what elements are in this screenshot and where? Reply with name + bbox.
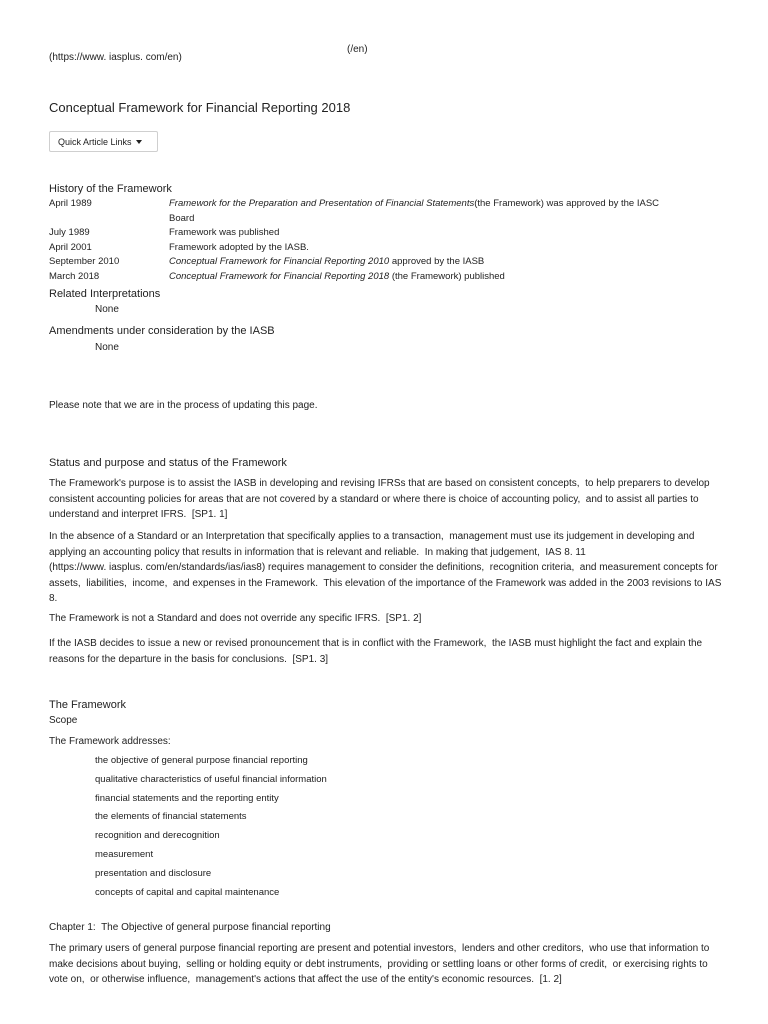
history-row-continuation [49, 212, 729, 227]
framework-topics-list [95, 754, 327, 904]
update-notice: Please note that we are in the process of updating this page. [49, 400, 318, 411]
history-row [49, 241, 729, 256]
chapter1-paragraph-1: The primary users of general purpose financial reporting are present and potential investors, lenders and other creditors, who use that information to make decisions about buying, selling or holding equity or debt instruments, providing or settling loans or other forms of credit, or exercising rights to vote on, or otherwise influence, management's actions that affect the use of the entity's economic resources. [1. 2] [49, 943, 710, 985]
history-event-title: Conceptual Framework for Financial Reporting 2018 [169, 270, 390, 282]
history-heading: History of the Framework [49, 183, 172, 195]
list-item: the elements of financial statements [95, 811, 247, 823]
history-date: March 2018 [49, 270, 100, 282]
history-event-text: Framework adopted by the IASB. [169, 241, 309, 253]
history-event-text: approved by the IASB [389, 256, 485, 267]
lang-link[interactable]: (/en) [347, 44, 368, 55]
history-event-text: (the Framework) was approved by the IASC [474, 198, 660, 209]
quick-article-links-button[interactable] [49, 131, 158, 152]
history-event-text: (the Framework) published [389, 270, 505, 282]
quick-article-links-label: Quick Article Links [58, 136, 132, 147]
history-event-title: Framework for the Preparation and Presentation of Financial Statements [169, 198, 475, 209]
list-item: the objective of general purpose financial reporting [95, 755, 308, 766]
list-item: concepts of capital and capital maintenance [95, 886, 280, 898]
history-date: April 2001 [49, 241, 92, 253]
list-item: presentation and disclosure [95, 867, 212, 879]
history-table [49, 197, 729, 284]
status-paragraph-3: The Framework is not a Standard and does not override any specific IFRS. [SP1. 2] [49, 613, 422, 624]
amendments-heading: Amendments under consideration by the IASB [49, 325, 275, 337]
list-item: measurement [95, 848, 154, 860]
framework-addresses: The Framework addresses: [49, 736, 171, 747]
list-item: financial statements and the reporting entity [95, 792, 279, 804]
history-date: April 1989 [49, 198, 92, 209]
chapter1-heading: Chapter 1: The Objective of general purpose financial reporting [49, 922, 331, 933]
status-heading: Status and purpose and status of the Framework [49, 457, 287, 469]
related-value: None [95, 304, 119, 315]
history-event [169, 255, 729, 270]
history-event-text: Framework was published [169, 227, 280, 238]
history-row [49, 197, 729, 212]
framework-heading: The Framework [49, 699, 127, 711]
history-event-text: Board [169, 212, 195, 224]
scope-label: Scope [49, 715, 78, 726]
status-paragraph-1: The Framework's purpose is to assist the IASB in developing and revising IFRSs that are based on consistent concepts, to help preparers to develop consistent accounting policies for areas that are not covered by a standard or where there is choice of accounting policy, and to assist all parties to understand and interpret IFRS. [SP1. 1] [49, 478, 710, 520]
status-paragraph-2: In the absence of a Standard or an Interpretation that specifically applies to a transaction, management must use its judgement in developing and applying an accounting policy that results in information that is relevant and reliable. In making that judgement, IAS 8. 11 (https://www. iasplus. com/en/standards/ias/ias8) requires management to consider the definitions, recognition criteria, and measurement concepts for assets, liabilities, income, and expenses in the Framework. This elevation of the importance of the Framework was added in the 2003 revisions to IAS 8. [49, 531, 722, 604]
page-title: Conceptual Framework for Financial Reporting 2018 [49, 100, 351, 115]
history-event-title: Conceptual Framework for Financial Reporting 2010 [169, 256, 390, 267]
history-row [49, 226, 729, 241]
list-item: qualitative characteristics of useful financial information [95, 773, 327, 785]
history-row [49, 255, 729, 270]
history-date: July 1989 [49, 227, 90, 238]
history-event [169, 270, 729, 285]
history-event [169, 197, 729, 212]
history-date: September 2010 [49, 256, 120, 267]
related-heading: Related Interpretations [49, 288, 161, 300]
history-row [49, 270, 729, 285]
caret-down-icon [136, 140, 142, 144]
list-item: recognition and derecognition [95, 830, 220, 842]
home-link[interactable]: (https://www. iasplus. com/en) [49, 52, 182, 63]
amendments-value: None [95, 342, 119, 353]
status-paragraph-4: If the IASB decides to issue a new or revised pronouncement that is in conflict with the Framework, the IASB must highlight the fact and explain the reasons for the departure in the basis for conclusions. [SP1. 3] [49, 638, 703, 665]
